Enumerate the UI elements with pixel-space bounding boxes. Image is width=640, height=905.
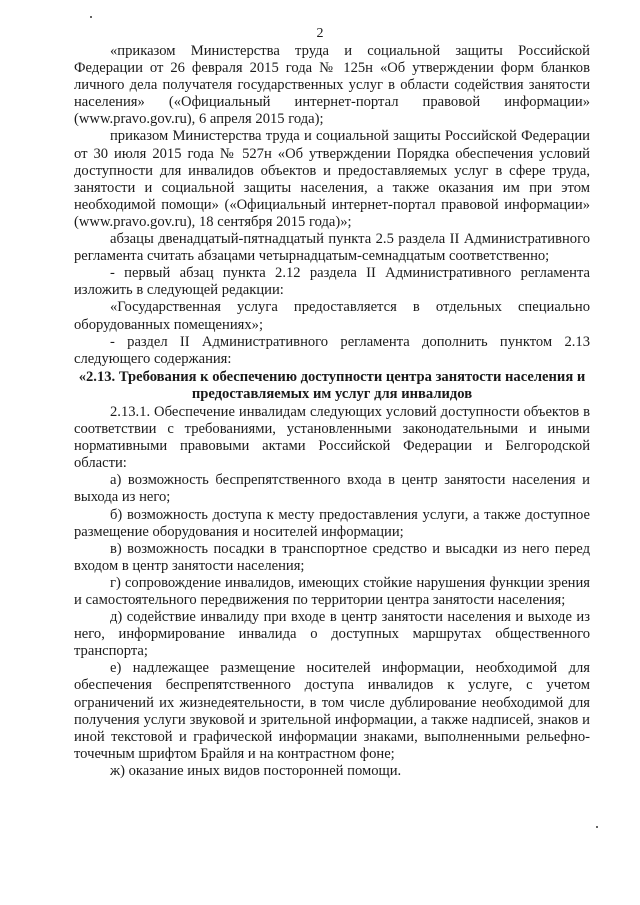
section-heading-2-13: «2.13. Требования к обеспечению доступности центра занятости населения и предоставляемых им услуг для инвалидов [78, 368, 586, 402]
paragraph-add-2-13: - раздел II Административного регламента дополнить пунктом 2.13 следующего содержания: [74, 333, 590, 367]
paragraph-order-125n: «приказом Министерства труда и социальной защиты Российской Федерации от 26 февраля 2015 года № 125н «Об утверждении форм бланков личного дела получателя государственных услуг в области содействия занятости населения» («Официальный интернет-портал правовой информации» (www.pravo.gov.ru), 6 апреля 2015 года); [74, 43, 590, 128]
page-number: 2 [316, 26, 324, 41]
paragraph-order-527n: приказом Министерства труда и социальной защиты Российской Федерации от 30 июля 2015 года № 527н «Об утверждении Порядка обеспечения условий доступности для инвалидов объектов и предоставляемых услуг в сфере труда, занятости и социальной защиты населения, а также оказания им при этом необходимой помощи» («Официальный интернет-портал правовой информации» (www.pravo.gov.ru), 18 сентября 2015 года)»; [74, 128, 590, 230]
list-item-v: в) возможность посадки в транспортное средство и высадки из него перед входом в центр занятости населения; [74, 540, 590, 574]
list-item-g: г) сопровождение инвалидов, имеющих стойкие нарушения функции зрения и самостоятельного передвижения по территории центра занятости населения; [74, 574, 590, 608]
list-item-b: б) возможность доступа к месту предоставления услуги, а также доступное размещение оборудования и носителей информации; [74, 506, 590, 540]
paragraph-2-13-1: 2.13.1. Обеспечение инвалидам следующих условий доступности объектов в соответствии с требованиями, установленными законодательными и иными нормативными правовыми актами Российской Федерации и Белгородской области: [74, 403, 590, 472]
scan-speck [90, 16, 92, 18]
paragraph-new-wording-2-12: «Государственная услуга предоставляется в отдельных специально оборудованных помещениях»; [74, 299, 590, 333]
document-body [74, 43, 590, 780]
list-item-a: а) возможность беспрепятственного входа в центр занятости населения и выхода из него; [74, 472, 590, 506]
list-item-d: д) содействие инвалиду при входе в центр занятости населения и выходе из него, информирование инвалида о доступных маршрутах общественного транспорта; [74, 609, 590, 660]
list-item-zh: ж) оказание иных видов посторонней помощи. [110, 762, 402, 779]
scan-speck [596, 826, 598, 828]
paragraph-amend-2-12: - первый абзац пункта 2.12 раздела II Административного регламента изложить в следующей редакции: [74, 265, 590, 299]
list-item-e: е) надлежащее размещение носителей информации, необходимой для обеспечения беспрепятственного доступа инвалидов к услуге, с учетом ограничений их жизнедеятельности, в том числе дублирование необходимой для получения услуги звуковой и зрительной информации, а также надписей, знаков и иной текстовой и графической информации знаками, выполненными рельефно-точечным шрифтом Брайля и на контрастном фоне; [74, 660, 590, 762]
paragraph-renumber: абзацы двенадцатый-пятнадцатый пункта 2.5 раздела II Административного регламента считать абзацами четырнадцатым-семнадцатым соответственно; [74, 231, 590, 265]
